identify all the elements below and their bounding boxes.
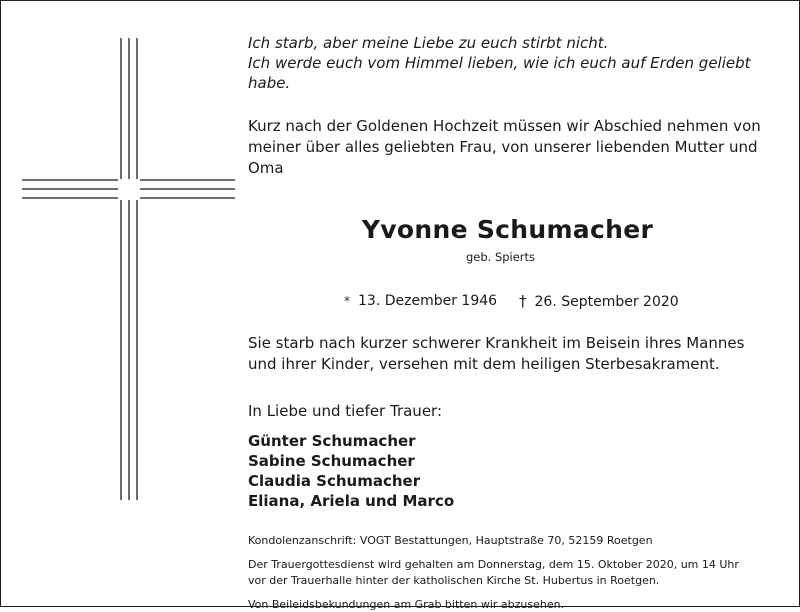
service-line-2: vor der Trauerhalle hinter der katholischen Kirche St. Hubertus in Roetgen. [248,574,660,587]
illness-line-2: und ihrer Kinder, versehen mit dem heiligen Sterbesakrament. [248,355,720,373]
maiden-name: geb. Spierts [465,250,536,264]
life-dates [248,292,783,310]
death-date: 26. September 2020 [534,294,679,310]
mourner-name: Günter Schumacher [248,432,416,450]
illness-text [248,333,783,375]
death-dagger-icon: † [519,292,527,310]
intro-line-2: meiner über alles geliebten Frau, von unserer liebenden Mutter und Oma [248,138,758,177]
funeral-service-info [248,557,783,589]
motto-line-1: Ich starb, aber meine Liebe zu euch stirbt nicht. [248,34,609,52]
motto-line-2: Ich werde euch vom Himmel lieben, wie ich euch auf Erden geliebt habe. [248,54,751,92]
death-date-group [519,292,679,311]
obituary-text [248,33,783,612]
birth-date-group [344,292,497,310]
cross-icon [0,0,260,607]
service-line-1: Der Trauergottesdienst wird gehalten am Donnerstag, dem 15. Oktober 2020, um 14 Uhr [248,558,739,571]
illness-line-1: Sie starb nach kurzer schwerer Krankheit im Beisein ihres Mannes [248,334,745,352]
condolence-address: Kondolenzanschrift: VOGT Bestattungen, Hauptstraße 70, 52159 Roetgen [248,534,653,547]
intro-line-1: Kurz nach der Goldenen Hochzeit müssen wir Abschied nehmen von [248,117,761,135]
mourners-list [248,431,783,511]
mourner-name: Claudia Schumacher [248,472,421,490]
condolence-request: Von Beileidsbekundungen am Grab bitten wir abzusehen. [248,598,565,611]
birth-date: 13. Dezember 1946 [358,293,498,309]
birth-star-icon: * [344,294,350,308]
deceased-name: Yvonne Schumacher [361,215,654,244]
mourning-label: In Liebe und tiefer Trauer: [248,402,443,420]
mourner-name: Sabine Schumacher [248,452,415,470]
intro-text [248,116,783,179]
mourner-name: Eliana, Ariela und Marco [248,492,455,510]
motto-quote [248,33,783,93]
